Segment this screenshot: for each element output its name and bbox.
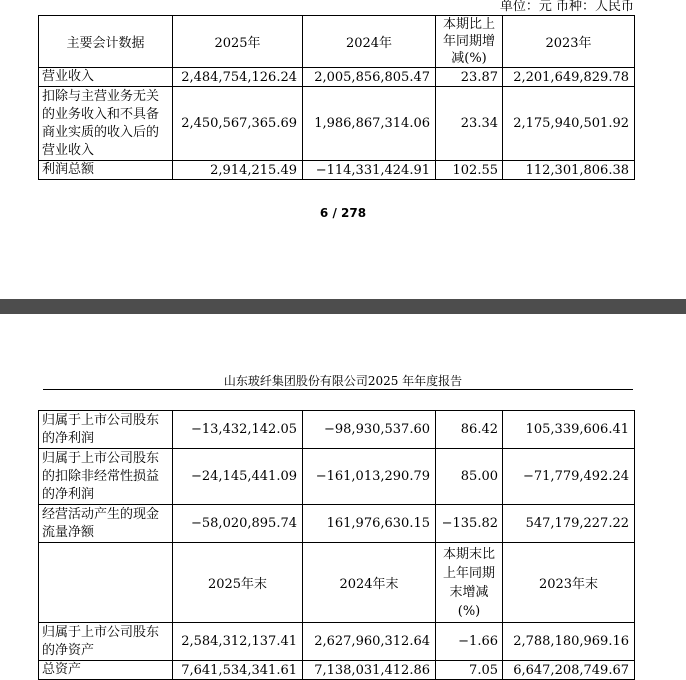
row-label: 总资产 [39,661,173,680]
value-cell: 2,450,567,365.69 [173,87,303,161]
row-label: 利润总额 [39,161,173,180]
table-subheader-row [39,543,635,623]
table-row [39,661,635,680]
change-cell: 86.42 [436,411,503,449]
report-running-header: 山东玻纤集团股份有限公司2025 年年度报告 [223,374,463,388]
table-row [39,161,635,180]
row-label: 归属于上市公司股东的扣除非经常性损益的净利润 [39,449,173,505]
header-cell: 2025年 [173,16,303,68]
value-cell: 112,301,806.38 [503,161,635,180]
value-cell: 2,175,940,501.92 [503,87,635,161]
header-rule [43,389,633,390]
value-cell: −71,779,492.24 [503,449,635,505]
change-cell: 7.05 [436,661,503,680]
header-cell: 2024年末 [303,543,436,623]
value-cell: −13,432,142.05 [173,411,303,449]
row-label: 归属于上市公司股东的净资产 [39,623,173,661]
value-cell: 7,641,534,341.61 [173,661,303,680]
table-row [39,68,635,87]
key-accounting-data-table-part2 [38,410,635,680]
header-cell: 2024年 [303,16,436,68]
header-cell [39,543,173,623]
value-cell: 547,179,227.22 [503,505,635,543]
table-row [39,411,635,449]
row-label: 归属于上市公司股东的净利润 [39,411,173,449]
value-cell: 105,339,606.41 [503,411,635,449]
change-cell: −1.66 [436,623,503,661]
header-cell: 本期末比上年同期末增减(%) [436,543,503,623]
value-cell: 2,627,960,312.64 [303,623,436,661]
value-cell: 7,138,031,412.86 [303,661,436,680]
table-header-row [39,16,635,68]
change-cell: 85.00 [436,449,503,505]
row-label: 营业收入 [39,68,173,87]
table-row [39,505,635,543]
header-cell: 主要会计数据 [39,16,173,68]
unit-currency-line: 单位：元 币种：人民币 [499,0,634,14]
value-cell: 2,788,180,969.16 [503,623,635,661]
value-cell: 6,647,208,749.67 [503,661,635,680]
value-cell: 2,584,312,137.41 [173,623,303,661]
value-cell: 2,914,215.49 [173,161,303,180]
value-cell: −114,331,424.91 [303,161,436,180]
key-accounting-data-table-part1 [38,15,635,180]
header-cell: 本期比上年同期增减(%) [436,16,503,68]
row-label: 扣除与主营业务无关的业务收入和不具备商业实质的收入后的营业收入 [39,87,173,161]
value-cell: −98,930,537.60 [303,411,436,449]
page-number: 6 / 278 [319,206,367,220]
table-row [39,623,635,661]
row-label: 经营活动产生的现金流量净额 [39,505,173,543]
change-cell: 23.87 [436,68,503,87]
value-cell: −24,145,441.09 [173,449,303,505]
value-cell: −161,013,290.79 [303,449,436,505]
value-cell: 2,201,649,829.78 [503,68,635,87]
header-cell: 2025年末 [173,543,303,623]
change-cell: 23.34 [436,87,503,161]
value-cell: 2,484,754,126.24 [173,68,303,87]
header-cell: 2023年 [503,16,635,68]
page-break-divider [0,299,686,314]
table-row [39,87,635,161]
header-cell: 2023年末 [503,543,635,623]
change-cell: −135.82 [436,505,503,543]
value-cell: 2,005,856,805.47 [303,68,436,87]
table-row [39,449,635,505]
value-cell: −58,020,895.74 [173,505,303,543]
change-cell: 102.55 [436,161,503,180]
value-cell: 161,976,630.15 [303,505,436,543]
value-cell: 1,986,867,314.06 [303,87,436,161]
